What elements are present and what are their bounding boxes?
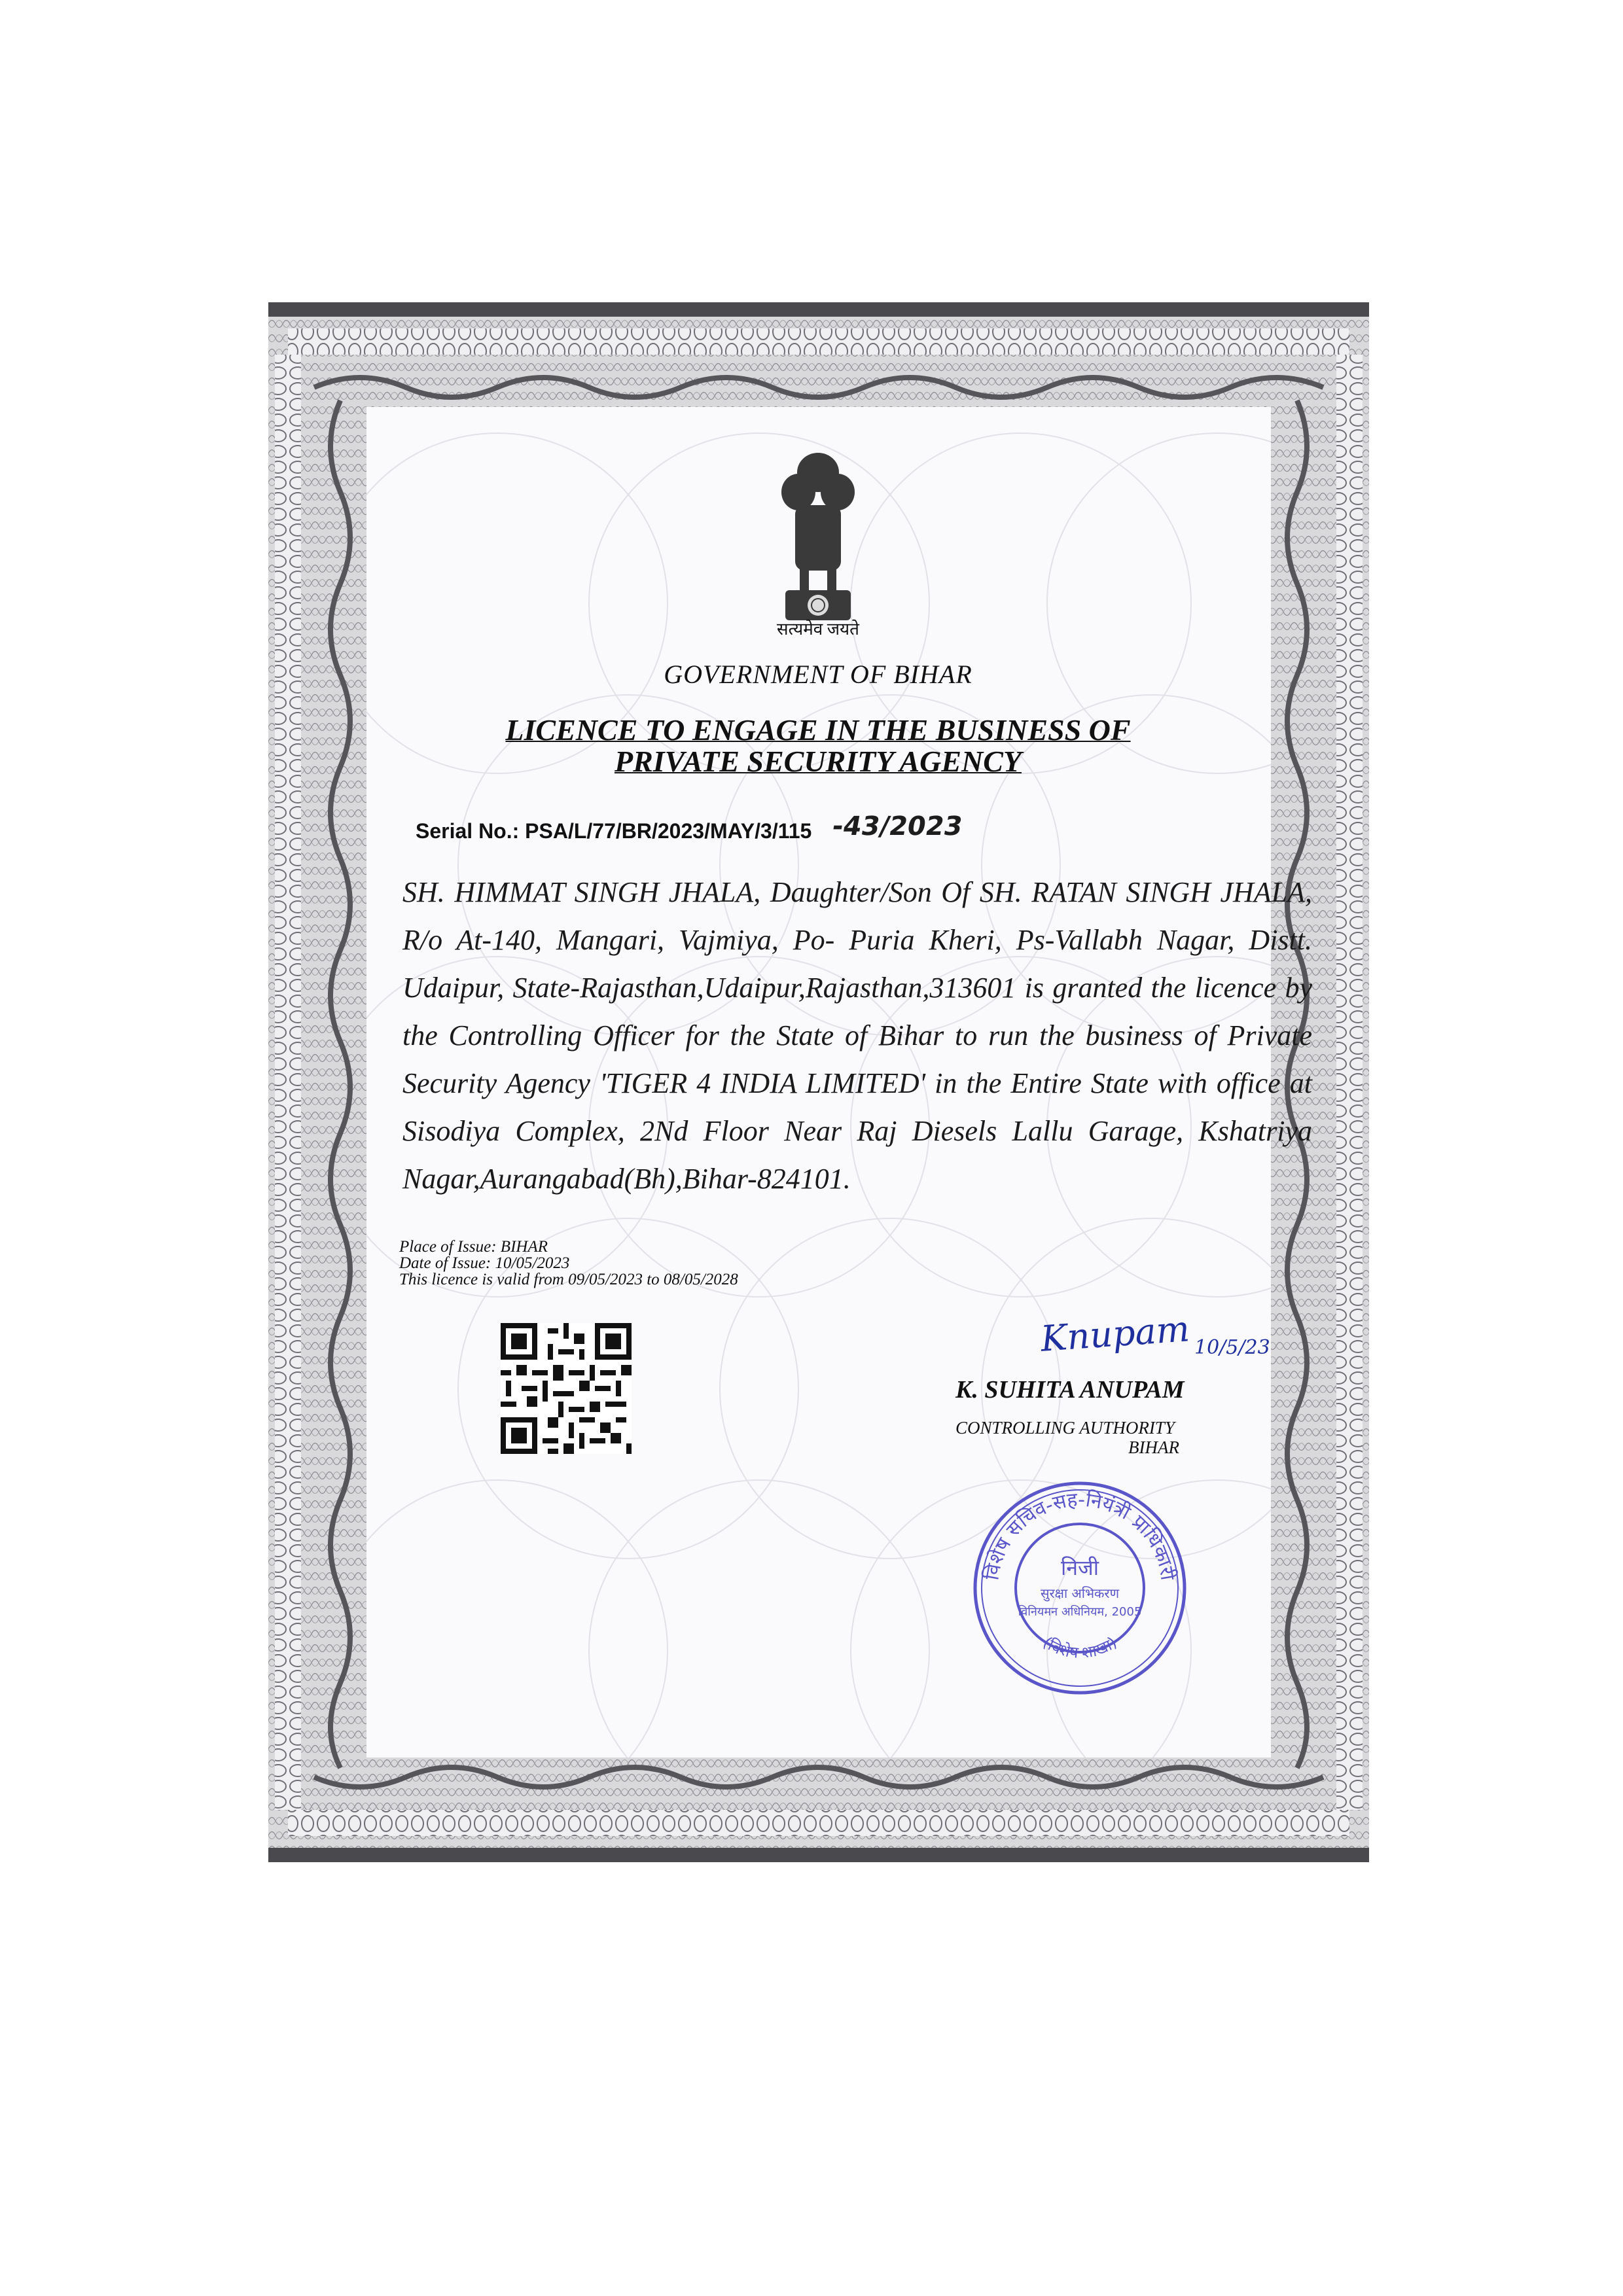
serial-label: Serial No.: — [416, 819, 520, 843]
seal-bottom-text: (विशेष शाखा) — [1039, 1633, 1120, 1663]
government-title: GOVERNMENT OF BIHAR — [664, 660, 972, 689]
seal-center-line3: विनियमन अधिनियम, 2005 — [1018, 1605, 1142, 1619]
authority-title: CONTROLLING AUTHORITY — [955, 1418, 1175, 1438]
national-emblem-icon — [766, 446, 870, 643]
authority-signature: Knupam — [1039, 1308, 1191, 1360]
seal-center-line2: सुरक्षा अभिकरण — [1040, 1585, 1120, 1601]
svg-text:(विशेष शाखा) — [1039, 1633, 1120, 1662]
licence-body: SH. HIMMAT SINGH JHALA, Daughter/Son Of SH. RATAN SINGH JHALA, R/o At-140, Mangari, Vajmiya, Po- Puria Kheri, Ps-Vallabh Nagar, Distt. Udaipur, State-Rajasthan,Udaipur,Rajasthan,313601 is granted the licence by the Controlling Officer for the State of Bihar to run the business of Private Security Agency 'TIGER 4 INDIA LIMITED' in the Entire State with office at Sisodiya Complex, 2Nd Floor Near Raj Diesels Lallu Garage, Kshatriya Nagar,Aurangabad(Bh),Bihar-824101. — [402, 876, 1312, 1195]
certificate — [268, 302, 1369, 1862]
emblem-motto: सत्यमेव जयते — [777, 620, 859, 639]
signature-date: 10/5/23 — [1194, 1336, 1270, 1359]
licence-title-line2: PRIVATE SECURITY AGENCY — [615, 745, 1022, 778]
serial-value: PSA/L/77/BR/2023/MAY/3/115 — [525, 819, 812, 843]
licence-title — [465, 715, 1171, 777]
place-of-issue: Place of Issue: BIHAR — [399, 1238, 548, 1256]
seal-center-line1: निजी — [1060, 1555, 1099, 1580]
licence-title-line1: LICENCE TO ENGAGE IN THE BUSINESS OF — [505, 713, 1131, 747]
serial-handwritten: -43/2023 — [829, 811, 965, 841]
seal-outer-text: विशेष सचिव-सह-नियंत्री प्राधिकारी — [980, 1488, 1179, 1582]
date-of-issue: Date of Issue: 10/05/2023 — [399, 1254, 570, 1272]
serial-number — [416, 819, 812, 843]
licence-validity: This licence is valid from 09/05/2023 to 08/05/2028 — [399, 1271, 738, 1288]
qr-code — [501, 1323, 632, 1454]
official-seal-stamp — [969, 1477, 1191, 1699]
authority-state: BIHAR — [1128, 1438, 1179, 1457]
authority-name: K. SUHITA ANUPAM — [955, 1376, 1185, 1404]
